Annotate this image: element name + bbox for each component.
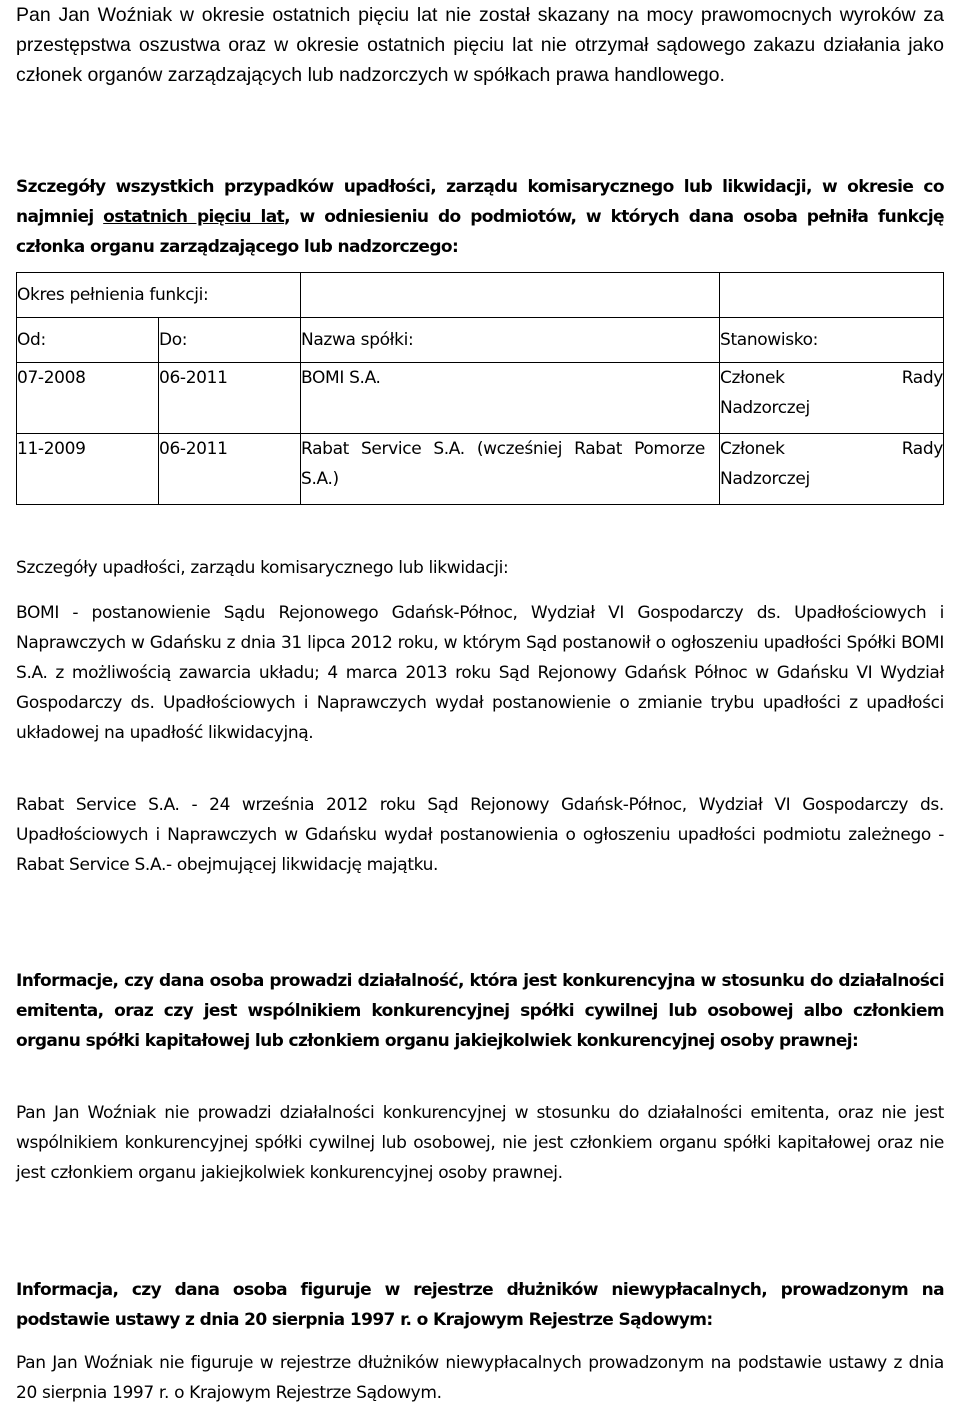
position-word1: Członek [720,368,785,388]
details-rabat: Rabat Service S.A. - 24 września 2012 roku Sąd Rejonowy Gdańsk-Północ, Wydział VI Gospodarczy ds. Upadłościowych i Naprawczych w Gdańsku wydał postanowienia o ogłoszeniu upadłości podmiotu zależnego - Rabat Service S.A.- obejmującej likwidację majątku. [16,795,944,875]
position-word1: Członek [720,439,785,459]
bankruptcy-heading-part1: Szczegóły wszystkich przypadków upadłości, zarządu komisarycznego lub likwidacji, w okresie co najmniej [16,177,944,227]
position-word2: Rady [901,439,943,459]
period-empty-cell-2 [720,273,944,318]
row-company: BOMI S.A. [301,363,720,434]
row-to: 06-2011 [159,434,301,505]
registry-heading: Informacja, czy dana osoba figuruje w rejestrze dłużników niewypłacalnych, prowadzonym na podstawie ustawy z dnia 20 sierpnia 1997 r. o Krajowym Rejestrze Sądowym: [16,1280,944,1330]
position-line2: Nadzorczej [720,469,810,489]
row-company: Rabat Service S.A. (wcześniej Rabat Pomorze S.A.) [301,434,720,505]
table-header-row [17,318,944,363]
bankruptcy-heading-underlined: ostatnich pięciu lat [103,207,285,227]
period-label: Okres pełnienia funkcji: [17,273,301,318]
header-to: Do: [159,318,301,363]
table-row [17,434,944,505]
bankruptcy-heading [16,172,944,262]
details-label: Szczegóły upadłości, zarządu komisarycznego lub likwidacji: [16,558,509,578]
registry-text: Pan Jan Woźniak nie figuruje w rejestrze dłużników niewypłacalnych prowadzonym na podstawie ustawy z dnia 20 sierpnia 1997 r. o Krajowym Rejestrze Sądowym. [16,1353,944,1403]
table-period-row [17,273,944,318]
header-company: Nazwa spółki: [301,318,720,363]
competition-heading: Informacje, czy dana osoba prowadzi działalność, która jest konkurencyjna w stosunku do działalności emitenta, oraz czy jest wspólnikiem konkurencyjnej spółki cywilnej lub osobowej albo członkiem organu spółki kapitałowej lub członkiem organu jakiejkolwiek konkurencyjnej osoby prawnej: [16,971,944,1051]
roles-table [16,272,944,505]
row-from: 11-2009 [17,434,159,505]
table-row [17,363,944,434]
header-from: Od: [17,318,159,363]
bankruptcy-heading-part2: , w odniesieniu do podmiotów, w których dana osoba pełniła funkcję członka organu zarządzającego lub nadzorczego: [16,207,944,257]
period-empty-cell [301,273,720,318]
row-position [720,363,944,434]
position-line2: Nadzorczej [720,398,810,418]
position-word2: Rady [901,368,943,388]
header-position: Stanowisko: [720,318,944,363]
row-position [720,434,944,505]
intro-paragraph: Pan Jan Woźniak w okresie ostatnich pięciu lat nie został skazany na mocy prawomocnych wyroków za przestępstwa oszustwa oraz w okresie ostatnich pięciu lat nie otrzymał sądowego zakazu działania jako członek organów zarządzających lub nadzorczych w spółkach prawa handlowego. [16,4,944,86]
competition-text: Pan Jan Woźniak nie prowadzi działalności konkurencyjnej w stosunku do działalności emitenta, oraz nie jest wspólnikiem konkurencyjnej spółki cywilnej lub osobowej, nie jest członkiem organu spółki kapitałowej oraz nie jest członkiem organu jakiejkolwiek konkurencyjnej osoby prawnej. [16,1103,944,1183]
row-to: 06-2011 [159,363,301,434]
row-from: 07-2008 [17,363,159,434]
details-bomi: BOMI - postanowienie Sądu Rejonowego Gdańsk-Północ, Wydział VI Gospodarczy ds. Upadłościowych i Naprawczych w Gdańsku z dnia 31 lipca 2012 roku, w którym Sąd postanowił o ogłoszeniu upadłości Spółki BOMI S.A. z możliwością zawarcia układu; 4 marca 2013 roku Sąd Rejonowy Gdańsk Północ w Gdańsku VI Wydział Gospodarczy ds. Upadłościowych i Naprawczych wydał postanowienie o zmianie trybu upadłości z upadłości układowej na upadłość likwidacyjną. [16,603,944,743]
